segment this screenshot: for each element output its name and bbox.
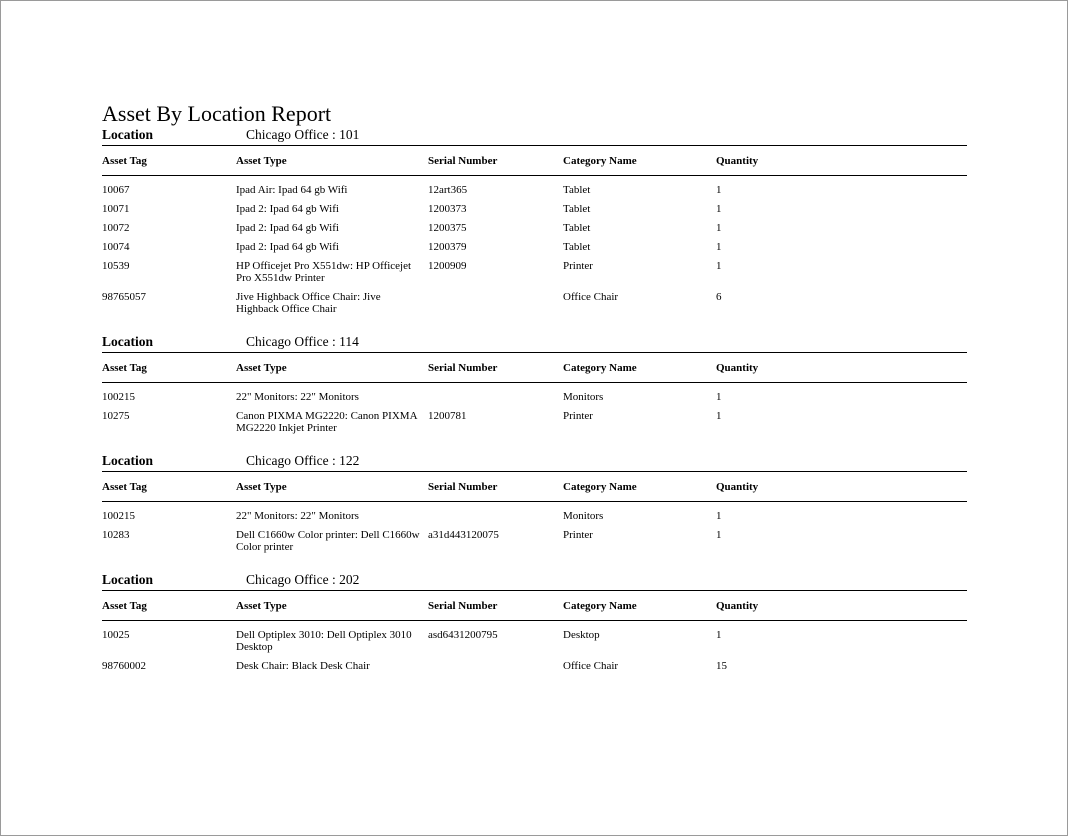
table-body bbox=[102, 502, 967, 553]
table-row bbox=[102, 410, 967, 434]
cell-category-name: Tablet bbox=[563, 241, 591, 253]
location-value: Chicago Office : 101 bbox=[246, 127, 360, 142]
cell-asset-tag: 10072 bbox=[102, 222, 130, 234]
cell-asset-type: Dell C1660w Color printer: Dell C1660w Color printer bbox=[236, 529, 420, 553]
cell-category-name: Tablet bbox=[563, 222, 591, 234]
cell-serial-number: 1200379 bbox=[428, 241, 467, 253]
section-gap bbox=[102, 560, 967, 572]
column-header-category-name: Category Name bbox=[563, 362, 637, 374]
location-value: Chicago Office : 114 bbox=[246, 334, 359, 349]
column-header-quantity: Quantity bbox=[716, 600, 759, 612]
cell-category-name: Monitors bbox=[563, 510, 604, 522]
cell-category-name: Printer bbox=[563, 410, 593, 422]
column-header-category-name: Category Name bbox=[563, 155, 637, 167]
cell-asset-tag: 10539 bbox=[102, 260, 130, 272]
cell-asset-type: Dell Optiplex 3010: Dell Optiplex 3010 Desktop bbox=[236, 629, 412, 653]
table-row bbox=[102, 629, 967, 653]
table-header bbox=[102, 591, 967, 620]
cell-quantity: 1 bbox=[716, 410, 722, 422]
column-header-serial-number: Serial Number bbox=[428, 481, 498, 493]
location-header bbox=[102, 572, 967, 590]
cell-asset-type: Ipad Air: Ipad 64 gb Wifi bbox=[236, 184, 348, 196]
cell-category-name: Printer bbox=[563, 529, 593, 541]
cell-serial-number: a31d443120075 bbox=[428, 529, 499, 541]
cell-asset-type: Canon PIXMA MG2220: Canon PIXMA MG2220 Inkjet Printer bbox=[236, 410, 417, 434]
cell-serial-number: 1200375 bbox=[428, 222, 467, 234]
cell-quantity: 1 bbox=[716, 222, 722, 234]
column-header-category-name: Category Name bbox=[563, 600, 637, 612]
location-value: Chicago Office : 202 bbox=[246, 572, 360, 587]
column-header-serial-number: Serial Number bbox=[428, 362, 498, 374]
cell-category-name: Tablet bbox=[563, 203, 591, 215]
table-row bbox=[102, 291, 967, 315]
cell-quantity: 1 bbox=[716, 510, 722, 522]
column-header-quantity: Quantity bbox=[716, 362, 759, 374]
location-value: Chicago Office : 122 bbox=[246, 453, 360, 468]
column-header-asset-tag: Asset Tag bbox=[102, 155, 147, 167]
cell-category-name: Office Chair bbox=[563, 660, 619, 672]
cell-quantity: 1 bbox=[716, 184, 722, 196]
location-section bbox=[102, 572, 967, 672]
cell-serial-number: 1200781 bbox=[428, 410, 467, 422]
report-title: Asset By Location Report bbox=[102, 101, 332, 126]
cell-asset-type: Ipad 2: Ipad 64 gb Wifi bbox=[236, 222, 339, 234]
cell-serial-number: 1200373 bbox=[428, 203, 467, 215]
column-header-asset-tag: Asset Tag bbox=[102, 481, 147, 493]
cell-asset-type: Ipad 2: Ipad 64 gb Wifi bbox=[236, 203, 339, 215]
cell-quantity: 1 bbox=[716, 241, 722, 253]
table-row bbox=[102, 222, 967, 234]
cell-asset-type: Desk Chair: Black Desk Chair bbox=[236, 660, 370, 672]
cell-asset-tag: 100215 bbox=[102, 391, 135, 403]
cell-asset-tag: 98760002 bbox=[102, 660, 146, 672]
location-header bbox=[102, 334, 967, 352]
cell-quantity: 1 bbox=[716, 260, 722, 272]
cell-quantity: 15 bbox=[716, 660, 727, 672]
table-row bbox=[102, 203, 967, 215]
section-gap bbox=[102, 322, 967, 334]
cell-asset-tag: 10071 bbox=[102, 203, 130, 215]
table-row bbox=[102, 529, 967, 553]
location-section bbox=[102, 453, 967, 572]
table-row bbox=[102, 241, 967, 253]
cell-serial-number: 12art365 bbox=[428, 184, 468, 196]
location-label: Location bbox=[102, 127, 154, 142]
location-header bbox=[102, 127, 967, 145]
location-header bbox=[102, 453, 967, 471]
cell-category-name: Tablet bbox=[563, 184, 591, 196]
column-header-asset-tag: Asset Tag bbox=[102, 362, 147, 374]
location-section bbox=[102, 334, 967, 453]
table-row bbox=[102, 660, 967, 672]
cell-asset-tag: 10275 bbox=[102, 410, 130, 422]
table-row bbox=[102, 510, 967, 522]
column-header-category-name: Category Name bbox=[563, 481, 637, 493]
cell-category-name: Monitors bbox=[563, 391, 604, 403]
table-header bbox=[102, 472, 967, 501]
table-header bbox=[102, 353, 967, 382]
table-header bbox=[102, 146, 967, 175]
report-body bbox=[102, 101, 967, 679]
table-row bbox=[102, 391, 967, 403]
column-header-quantity: Quantity bbox=[716, 481, 759, 493]
cell-asset-tag: 98765057 bbox=[102, 291, 146, 303]
table-row bbox=[102, 260, 967, 284]
location-label: Location bbox=[102, 572, 154, 587]
column-header-quantity: Quantity bbox=[716, 155, 759, 167]
location-label: Location bbox=[102, 334, 154, 349]
table-body bbox=[102, 176, 967, 315]
table-row bbox=[102, 184, 967, 196]
cell-quantity: 1 bbox=[716, 529, 722, 541]
cell-asset-tag: 100215 bbox=[102, 510, 135, 522]
cell-quantity: 6 bbox=[716, 291, 722, 303]
column-header-serial-number: Serial Number bbox=[428, 600, 498, 612]
cell-category-name: Printer bbox=[563, 260, 593, 272]
cell-quantity: 1 bbox=[716, 629, 722, 641]
cell-asset-type: Ipad 2: Ipad 64 gb Wifi bbox=[236, 241, 339, 253]
cell-asset-tag: 10074 bbox=[102, 241, 130, 253]
cell-serial-number: asd6431200795 bbox=[428, 629, 498, 641]
cell-asset-type: 22" Monitors: 22" Monitors bbox=[236, 391, 359, 403]
column-header-serial-number: Serial Number bbox=[428, 155, 498, 167]
cell-asset-tag: 10067 bbox=[102, 184, 130, 196]
cell-quantity: 1 bbox=[716, 391, 722, 403]
cell-quantity: 1 bbox=[716, 203, 722, 215]
column-header-asset-type: Asset Type bbox=[236, 481, 287, 493]
table-body bbox=[102, 383, 967, 434]
location-section bbox=[102, 127, 967, 334]
cell-asset-type: HP Officejet Pro X551dw: HP Officejet Pro X551dw Printer bbox=[236, 260, 412, 284]
column-header-asset-type: Asset Type bbox=[236, 600, 287, 612]
location-sections bbox=[102, 127, 967, 672]
cell-category-name: Desktop bbox=[563, 629, 600, 641]
cell-serial-number: 1200909 bbox=[428, 260, 467, 272]
cell-category-name: Office Chair bbox=[563, 291, 619, 303]
cell-asset-tag: 10283 bbox=[102, 529, 130, 541]
column-header-asset-type: Asset Type bbox=[236, 362, 287, 374]
location-label: Location bbox=[102, 453, 154, 468]
table-body bbox=[102, 621, 967, 672]
section-gap bbox=[102, 441, 967, 453]
cell-asset-type: Jive Highback Office Chair: Jive Highback Office Chair bbox=[236, 291, 381, 315]
cell-asset-type: 22" Monitors: 22" Monitors bbox=[236, 510, 359, 522]
column-header-asset-tag: Asset Tag bbox=[102, 600, 147, 612]
column-header-asset-type: Asset Type bbox=[236, 155, 287, 167]
cell-asset-tag: 10025 bbox=[102, 629, 130, 641]
